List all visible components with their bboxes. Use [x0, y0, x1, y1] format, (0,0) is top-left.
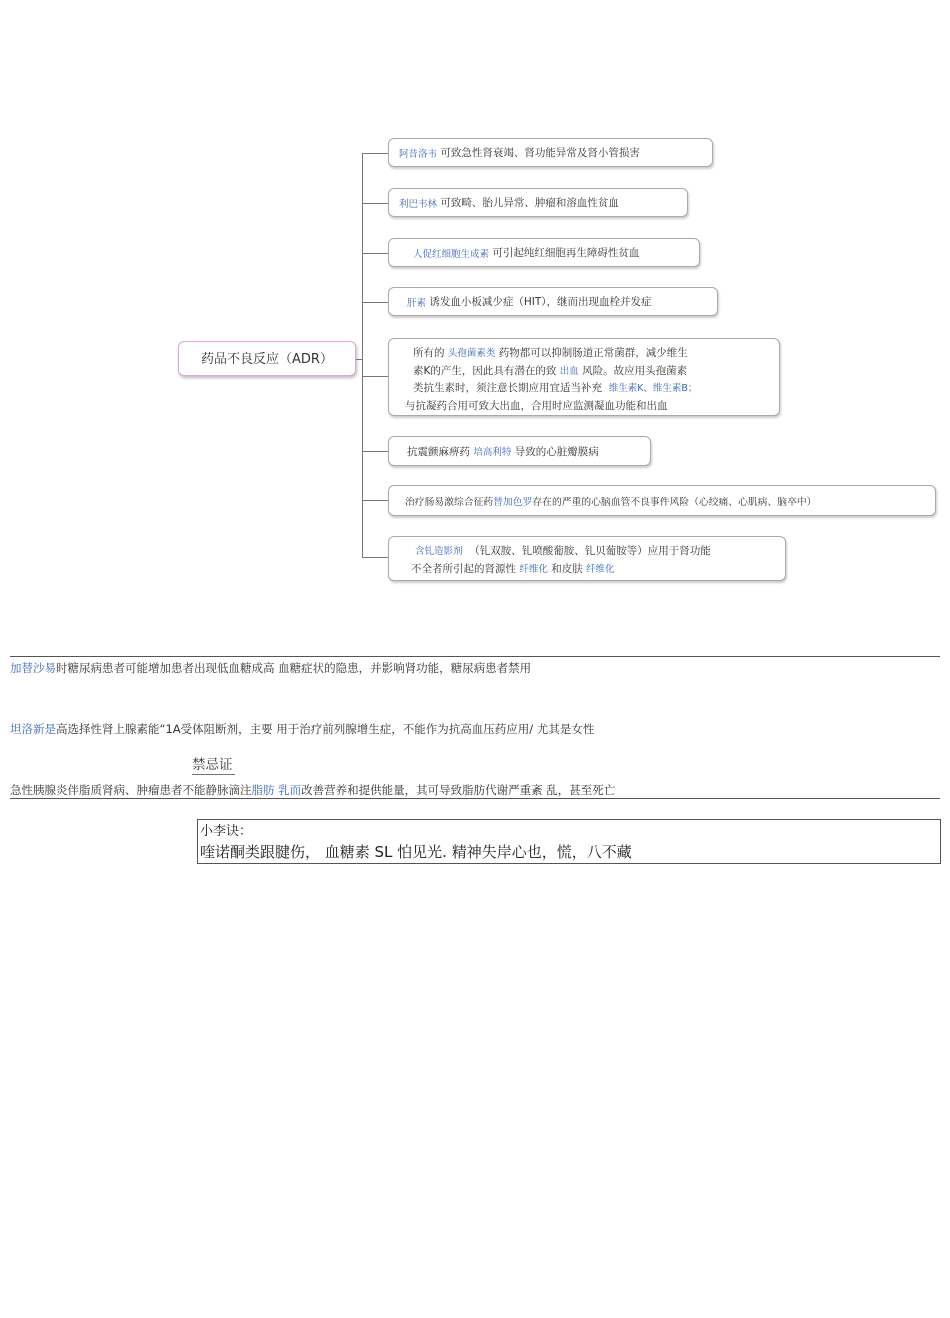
drug-name: 阿昔洛韦 — [399, 148, 438, 160]
connector — [362, 253, 388, 254]
note-text: 时糖尿病患者可能增加患者出现低血糖成高 血糖症状的隐患，并影响肾功能，糖尿病患者禁用 — [56, 661, 532, 675]
node-text: （钆双胺、钆喷酸葡胺、钆贝葡胺等）应用于肾功能 — [469, 545, 711, 557]
mnemonic-box — [197, 819, 941, 864]
adr-node-pergolide — [388, 436, 651, 466]
node-text: 药物都可以抑制肠道正常菌群，减少维生 — [498, 347, 688, 359]
highlight-text: 脂肪 乳而 — [251, 783, 302, 797]
node-line — [413, 380, 769, 398]
drug-name: 含钆造影剂 — [415, 546, 463, 557]
connector — [362, 153, 388, 154]
connector — [362, 376, 388, 377]
adr-node-epo — [388, 238, 700, 267]
node-text: 治疗肠易激综合征药 — [405, 496, 494, 508]
note-text: 高选择性肾上腺素能“1A受体阻断剂，主要 用于治疗前列腺增生症，不能作为抗高血压药应用/ 尤其是女性 — [56, 722, 595, 736]
node-text: 抗震颤麻痹药 — [407, 445, 470, 458]
adr-node-heparin — [388, 287, 718, 316]
mnemonic-body: 喹诺酮类跟腱伤， 血糖素 SL 怕见光. 精神失岸心也，慌，八不藏 — [200, 843, 632, 861]
node-text: 所有的 — [413, 347, 445, 359]
adr-mindmap — [0, 0, 950, 620]
node-text: 存在的严重的心脑血管不良事件风险（心绞痛、心肌病、脑卒中） — [532, 496, 817, 508]
drug-name: 替加色罗 — [493, 496, 533, 508]
node-line — [411, 543, 775, 561]
highlight-text: 出血 — [559, 365, 579, 377]
adr-node-ribavirin — [388, 188, 688, 217]
node-text: 可引起纯红细胞再生障碍性贫血 — [492, 247, 640, 259]
node-text: 和皮肤 — [551, 562, 583, 575]
node-text: 可致急性肾衰竭、肾功能异常及肾小管损害 — [440, 147, 640, 159]
divider — [10, 656, 940, 657]
node-text: 素K的产生，因此具有潜在的致 — [413, 364, 557, 377]
highlight-text: 维生素K、维生素B； — [608, 383, 698, 394]
connector — [362, 451, 388, 452]
connector — [362, 302, 388, 303]
adr-node-gadolinium — [388, 536, 786, 581]
connector — [362, 500, 388, 501]
note-gatifloxacin — [10, 660, 531, 676]
node-text: 导致的心脏瓣膜病 — [514, 445, 599, 458]
note-text: 改善营养和提供能量，其可导致脂肪代谢严重紊 乱，甚至死亡 — [301, 783, 616, 797]
drug-name: 人促红细胞生成素 — [413, 248, 490, 260]
node-line — [411, 561, 775, 579]
highlight-text: 纤维化 — [519, 563, 548, 575]
connector — [362, 153, 363, 557]
note-tamsulosin — [10, 721, 594, 737]
node-line — [413, 363, 769, 381]
drug-name: 培高利特 — [473, 447, 512, 458]
highlight-text: 纤维化 — [586, 563, 615, 575]
node-text: 类抗生素时，须注意长期应用宜适当补充 — [413, 382, 602, 394]
contraindication-heading: 禁忌证 — [192, 753, 235, 775]
node-text: 诱发血小板减少症（HIT），继而出现血栓并发症 — [429, 296, 652, 308]
connector — [362, 557, 388, 558]
node-line — [405, 398, 769, 415]
highlight-text: 加替沙易 — [10, 661, 56, 675]
note-text: 急性胰腺炎伴脂质肾病、肿瘤患者不能静脉滴注 — [10, 783, 252, 797]
drug-name: 头孢菌素类 — [447, 348, 496, 359]
adr-node-cephalosporins — [388, 338, 780, 416]
note-fat-emulsion — [10, 782, 615, 798]
node-text: 与抗凝药合用可致大出血，合用时应监测凝血功能和出血 — [405, 399, 668, 412]
node-text: 风险。故应用头孢菌素 — [582, 364, 688, 377]
divider — [10, 798, 940, 799]
highlight-text: 坦洛新是 — [10, 722, 56, 736]
mindmap-root: 药品不良反应（ADR） — [178, 341, 356, 376]
drug-name: 利巴韦林 — [399, 198, 438, 210]
node-text: 可致畸、胎儿异常、肿瘤和溶血性贫血 — [440, 197, 619, 209]
node-line — [413, 345, 769, 363]
mnemonic-title: 小李诀： — [200, 824, 253, 839]
node-text: 不全者所引起的肾源性 — [411, 562, 516, 575]
adr-node-acyclovir — [388, 138, 713, 167]
drug-name: 肝素 — [407, 297, 427, 309]
adr-node-tegaserod — [388, 485, 936, 516]
connector — [362, 203, 388, 204]
